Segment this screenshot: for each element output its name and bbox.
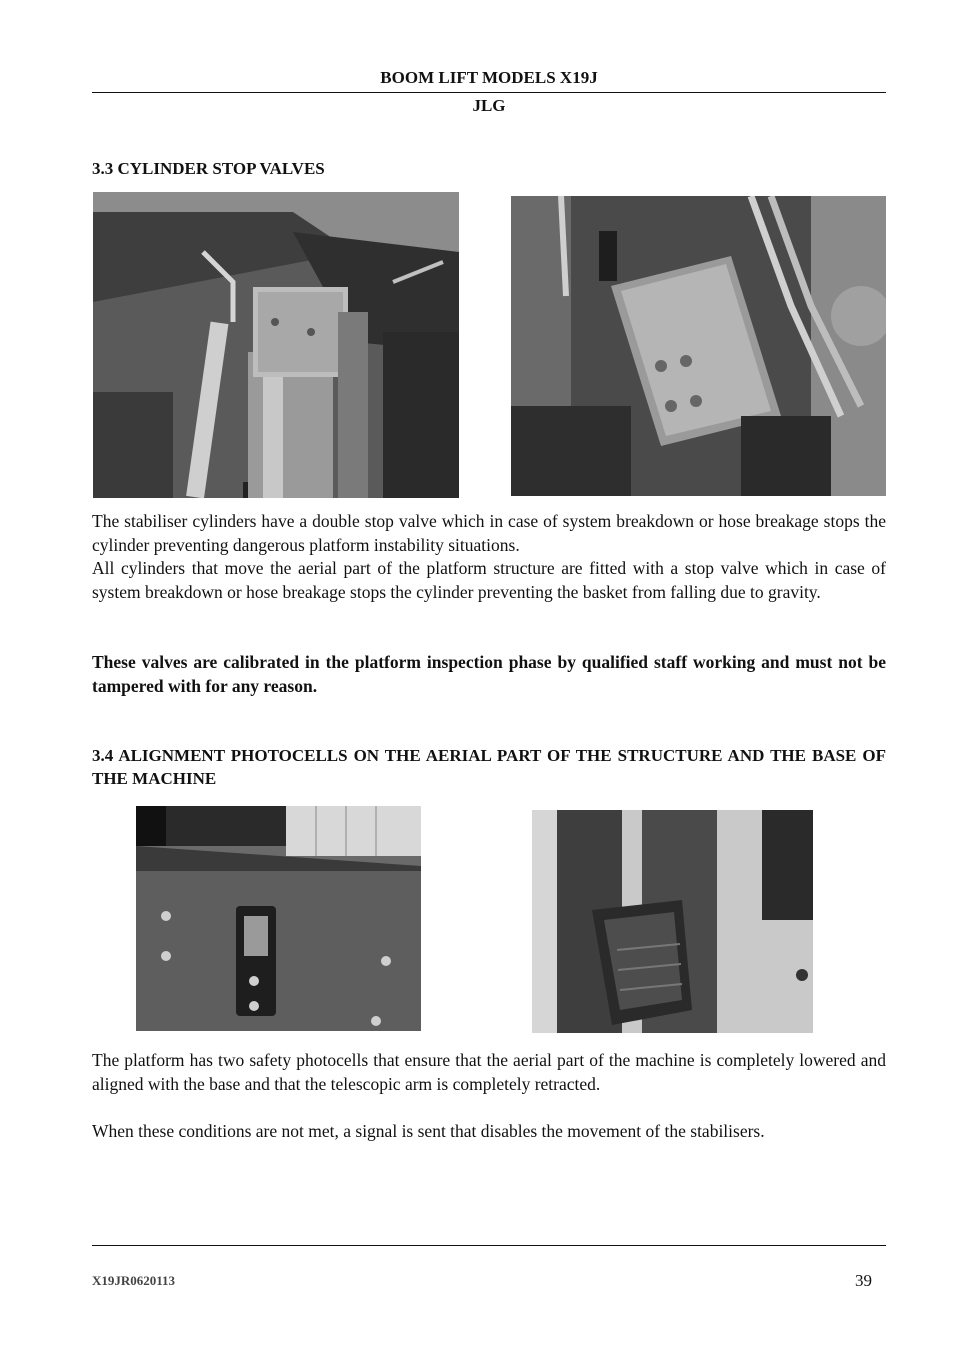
section-3-4-heading: 3.4 ALIGNMENT PHOTOCELLS ON THE AERIAL PART OF THE STRUCTURE AND THE BASE OF THE MACHINE (92, 746, 886, 788)
photocell-photo-right (532, 810, 813, 1033)
paragraph-aerial-cylinders: All cylinders that move the aerial part of the platform structure are fitted with a stop valve which in case of system breakdown or hose breakage stops the cylinder preventing the basket from falling due to gravity. (92, 558, 886, 602)
header-brand: JLG (472, 96, 506, 115)
paragraph-photocells: The platform has two safety photocells that ensure that the aerial part of the machine is completely lowered and aligned with the base and that the telescopic arm is completely retracted. (92, 1050, 886, 1094)
warning-calibration-note: These valves are calibrated in the platform inspection phase by qualified staff working and must not be tampered with for any reason. (92, 652, 886, 696)
photocell-photo-left (136, 806, 421, 1031)
page-number: 39 (855, 1271, 872, 1290)
cylinder-valve-photo-left (93, 192, 459, 498)
header-rule (92, 92, 886, 93)
document-code: X19JR0620113 (92, 1273, 176, 1288)
paragraph-signal-disable: When these conditions are not met, a signal is sent that disables the movement of the stabilisers. (92, 1121, 765, 1141)
paragraph-stabiliser-cylinders: The stabiliser cylinders have a double stop valve which in case of system breakdown or hose breakage stops the cylinder preventing dangerous platform instability situations. (92, 511, 886, 555)
header-title: BOOM LIFT MODELS X19J (380, 68, 598, 87)
section-3-3-heading: 3.3 CYLINDER STOP VALVES (92, 159, 325, 178)
footer-rule (92, 1245, 886, 1246)
cylinder-valve-photo-right (511, 196, 886, 496)
